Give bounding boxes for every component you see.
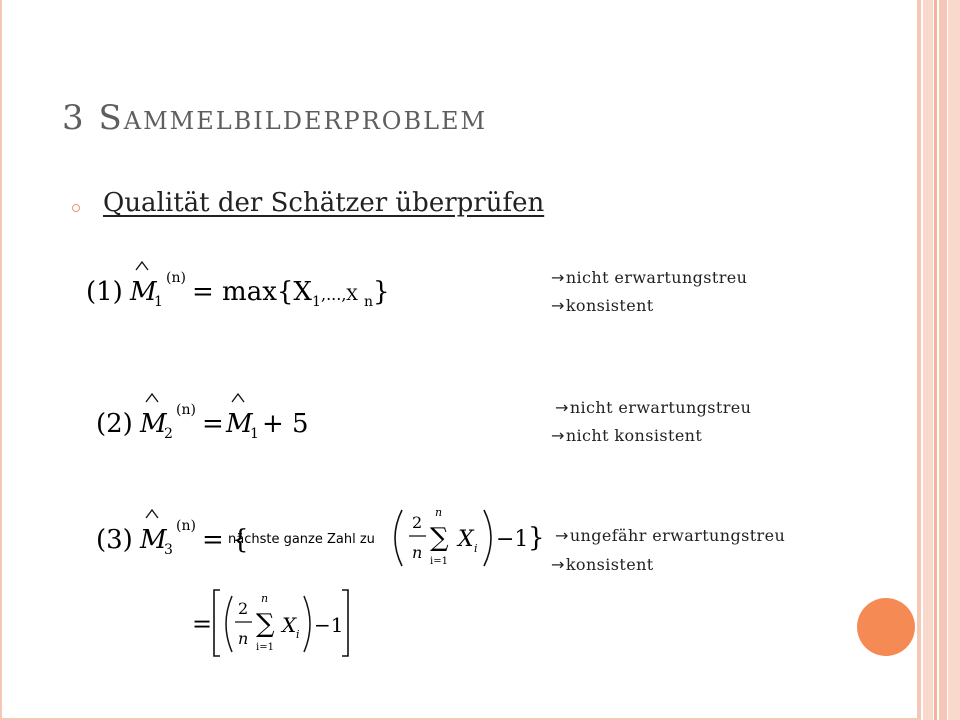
formula-2-M: M: [140, 409, 167, 439]
decorative-circle: [857, 598, 915, 656]
formula-4: [192, 586, 362, 662]
result-3-line-2: →konsistent: [551, 555, 654, 574]
formula-2-tail: + 5: [262, 409, 309, 439]
arrow-right-icon: →: [551, 426, 565, 445]
formula-1: [86, 258, 390, 310]
formula-3-sub: 3: [164, 542, 173, 558]
formula-3-sum-bottom: i=1: [430, 556, 448, 567]
decorative-stripe: [948, 0, 960, 720]
formula-4-X: X: [282, 613, 297, 637]
formula-3-minus: −1: [496, 527, 529, 552]
result-2-line-1: →nicht erwartungstreu: [555, 398, 752, 417]
paren-left-icon: [395, 510, 402, 566]
formula-3-X: X: [458, 527, 474, 552]
formula-4-sum-bottom: i=1: [256, 642, 274, 653]
formula-3-X-sub: i: [474, 542, 478, 555]
formula-3-n: n: [412, 543, 423, 562]
formula-1-prefix: (1): [86, 277, 123, 307]
formula-1-dots: ,...,X: [321, 285, 358, 304]
formula-2-sub: 2: [164, 426, 173, 442]
hat-icon: [146, 394, 158, 402]
formula-2-prefix: (2): [96, 409, 133, 439]
formula-1-close: }: [373, 277, 390, 307]
formula-1-sup: (n): [166, 270, 186, 286]
formula-1-rhs: = max{X: [192, 277, 312, 307]
formula-1-x1-sub: 1: [312, 294, 321, 310]
sum-icon: ∑: [256, 609, 275, 639]
formula-3-sum-top: n: [435, 506, 443, 519]
slide-subtitle: Qualität der Schätzer überprüfen: [103, 188, 545, 218]
formula-3-close: }: [528, 523, 545, 553]
arrow-right-icon: →: [551, 296, 565, 315]
formula-4-X-sub: i: [296, 628, 300, 641]
paren-right-icon: [484, 510, 491, 566]
left-border: [0, 0, 2, 720]
formula-3-prefix: (3): [96, 525, 133, 555]
formula-2: [96, 392, 309, 442]
hat-icon: [146, 510, 158, 518]
formula-3-two: 2: [412, 513, 423, 532]
formula-1-sub: 1: [154, 294, 163, 310]
formula-2-M1-sub: 1: [250, 426, 259, 442]
arrow-right-icon: →: [551, 268, 565, 287]
formula-3: [96, 502, 551, 574]
formula-3-text: nächste ganze Zahl zu: [228, 532, 375, 547]
decorative-stripe: [934, 0, 937, 720]
formula-2-sup: (n): [176, 402, 196, 418]
formula-4-minus: −1: [314, 613, 344, 637]
formula-1-M: M: [130, 277, 157, 307]
result-1-line-1: →nicht erwartungstreu: [551, 268, 748, 287]
formula-1-xn-sub: n: [364, 294, 374, 310]
hat-icon: [136, 262, 148, 270]
bullet-icon: [72, 204, 80, 212]
sum-icon: ∑: [430, 523, 449, 553]
result-3-line-1: →ungefähr erwartungstreu: [555, 526, 786, 545]
formula-4-eq: =: [192, 610, 213, 638]
bracket-left-icon: [214, 590, 220, 656]
decorative-stripe: [923, 0, 933, 720]
paren-left-icon: [226, 596, 232, 652]
formula-4-n: n: [238, 629, 249, 648]
formula-4-sum-top: n: [261, 592, 269, 605]
arrow-right-icon: →: [555, 526, 569, 545]
formula-3-sup: (n): [176, 518, 196, 534]
result-2-line-2: →nicht konsistent: [551, 426, 703, 445]
hat-icon: [232, 394, 244, 402]
formula-3-M: M: [140, 525, 167, 555]
arrow-right-icon: →: [551, 555, 565, 574]
formula-2-eq: =: [202, 409, 224, 439]
result-1-line-2: →konsistent: [551, 296, 654, 315]
arrow-right-icon: →: [555, 398, 569, 417]
decorative-stripe: [939, 0, 947, 720]
slide-title: 3 Sammelbilderproblem: [62, 98, 488, 138]
decorative-stripe: [917, 0, 921, 720]
formula-4-two: 2: [238, 599, 249, 618]
formula-3-eq: = {: [202, 525, 249, 555]
paren-right-icon: [304, 596, 310, 652]
formula-2-M1: M: [226, 409, 253, 439]
